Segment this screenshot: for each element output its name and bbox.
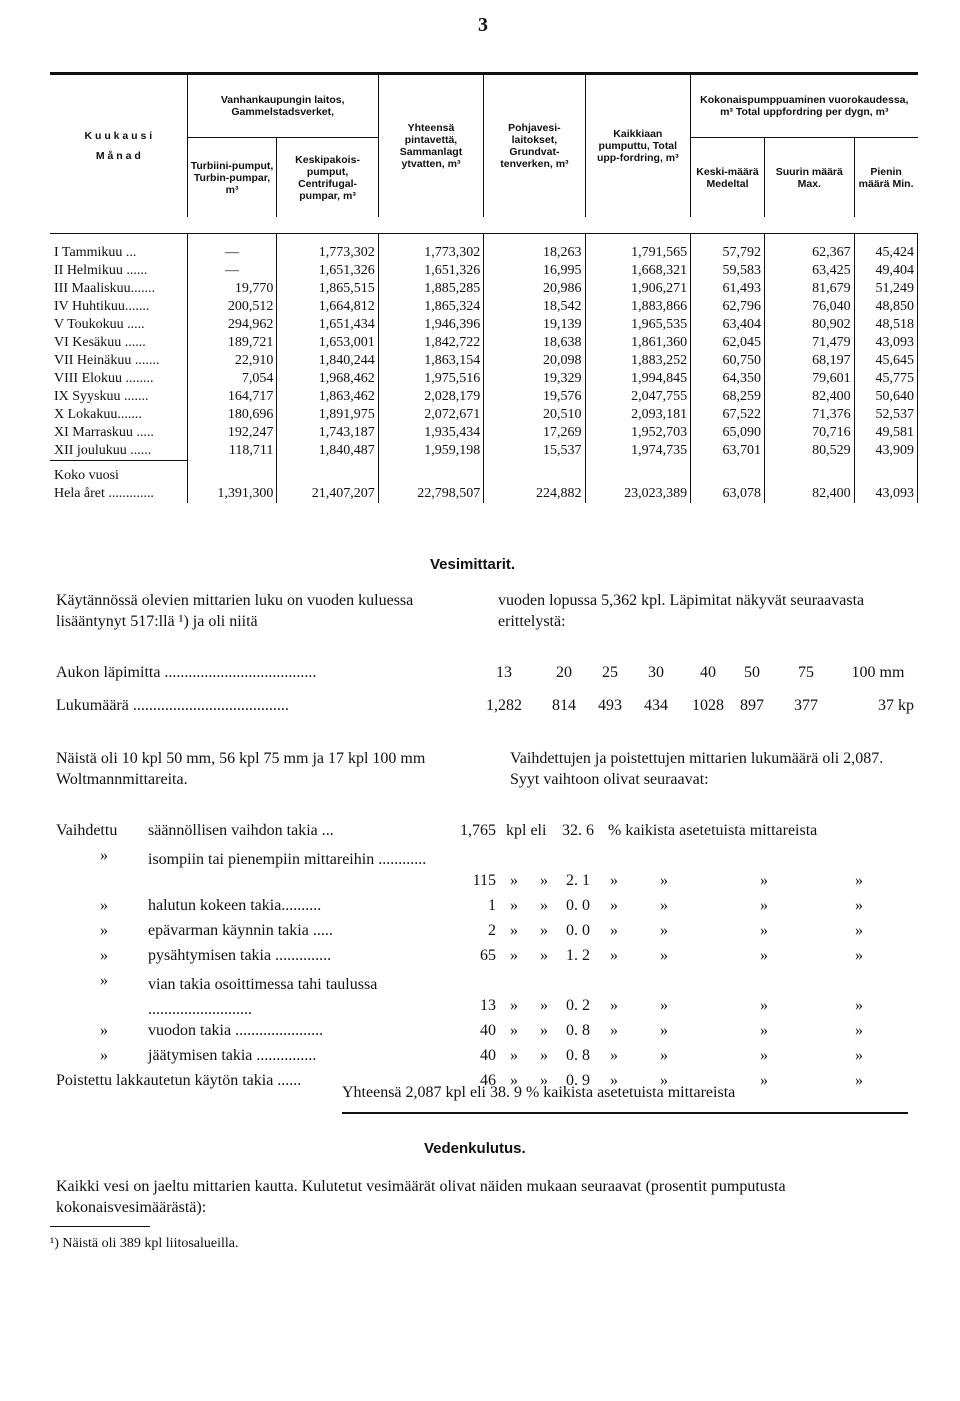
table-row xyxy=(50,352,918,370)
ditto-mark: » xyxy=(610,1022,618,1039)
max-cell: 80,529 xyxy=(764,442,854,461)
max-cell: 68,197 xyxy=(764,352,854,370)
groundwater-cell: 18,542 xyxy=(484,298,585,316)
ditto-mark: » xyxy=(100,1022,108,1039)
ditto-mark: » xyxy=(100,1047,108,1064)
ditto-mark: » xyxy=(510,947,518,964)
ditto-mark: » xyxy=(610,1047,618,1064)
table-row xyxy=(50,388,918,406)
month-cell: XII joulukuu ...... xyxy=(50,442,187,461)
meters-para-right: vuoden lopussa 5,362 kpl. Läpimitat näkyvät seuraavasta erittelystä: xyxy=(498,592,865,630)
diameter-row xyxy=(56,664,916,684)
total-cell: 2,047,755 xyxy=(585,388,691,406)
count-value: 1,282 xyxy=(486,697,522,714)
month-cell: IX Syyskuu ....... xyxy=(50,388,187,406)
mean-cell: 64,350 xyxy=(691,370,765,388)
count-value: 897 xyxy=(740,697,764,714)
max-cell: 79,601 xyxy=(764,370,854,388)
mean-header: Keski-määrä Medeltal xyxy=(691,138,765,218)
centrifugal-cell: 1,743,187 xyxy=(277,424,378,442)
footnote: ¹) Näistä oli 389 kpl liitosalueilla. xyxy=(50,1236,239,1251)
change-count: 1,765 xyxy=(460,822,496,839)
count-value: 493 xyxy=(598,697,622,714)
max-cell: 71,376 xyxy=(764,406,854,424)
change-lead: Vaihdettu xyxy=(56,822,118,839)
change-text: Poistettu lakkautetun käytön takia ...... xyxy=(56,1072,302,1089)
month-header: K u u k a u s i M å n a d xyxy=(50,74,187,218)
max-cell: 81,679 xyxy=(764,280,854,298)
max-header: Suurin määrä Max. xyxy=(764,138,854,218)
mean-cell: 60,750 xyxy=(691,352,765,370)
table-row xyxy=(50,262,918,280)
ditto-mark: » xyxy=(760,897,768,914)
ditto-mark: » xyxy=(855,947,863,964)
count-value: 37 kp xyxy=(878,697,914,714)
centrifugal-cell: 1,968,462 xyxy=(277,370,378,388)
total-total-surface-cell: 22,798,507 xyxy=(378,485,484,503)
change-row xyxy=(56,897,916,922)
centrifugal-header: Keskipakois-pumput, Centrifugal-pumpar, m³ xyxy=(277,138,378,218)
total-row-label xyxy=(50,461,918,486)
footnote-rule xyxy=(50,1226,150,1227)
max-cell: 70,716 xyxy=(764,424,854,442)
ditto-mark: » xyxy=(510,1047,518,1064)
ditto-mark: » xyxy=(610,997,618,1014)
ditto-mark: » xyxy=(760,1047,768,1064)
meters-heading: Vesimittarit. xyxy=(430,556,516,573)
min-cell: 45,775 xyxy=(854,370,917,388)
ditto-mark: » xyxy=(660,1022,668,1039)
total-surface-cell: 1,651,326 xyxy=(378,262,484,280)
count-value: 814 xyxy=(552,697,576,714)
change-text: epävarman käynnin takia ..... xyxy=(148,922,333,939)
groundwater-cell: 20,098 xyxy=(484,352,585,370)
change-row xyxy=(56,1047,916,1072)
centrifugal-cell: 1,773,302 xyxy=(277,234,378,263)
min-cell: 51,249 xyxy=(854,280,917,298)
change-text: säännöllisen vaihdon takia ... xyxy=(148,822,334,839)
month-cell: VII Heinäkuu ....... xyxy=(50,352,187,370)
groundwater-cell: 15,537 xyxy=(484,442,585,461)
ditto-mark: » xyxy=(855,1072,863,1089)
consumption-para: Kaikki vesi on jaeltu mittarien kautta. Kulutetut vesimäärät olivat näiden mukaan seuraavat (prosentit pumputusta kokonaisvesimäärästä): xyxy=(56,1178,786,1216)
ditto-mark: » xyxy=(760,1022,768,1039)
total-surface-cell: 1,946,396 xyxy=(378,316,484,334)
groundwater-header: Pohjavesi-laitokset, Grundvat-tenverken, m³ xyxy=(484,74,585,218)
meters-para2-right: Vaihdettujen ja poistettujen mittarien lukumäärä oli 2,087. Syyt vaihtoon olivat seuraavat: xyxy=(510,750,884,788)
month-cell: IV Huhtikuu....... xyxy=(50,298,187,316)
groundwater-cell: 17,269 xyxy=(484,424,585,442)
ditto-mark: » xyxy=(540,922,548,939)
ditto-mark: » xyxy=(540,872,548,889)
min-cell: 48,518 xyxy=(854,316,917,334)
change-pct: 0. 0 xyxy=(566,922,590,939)
total-cell: 2,093,181 xyxy=(585,406,691,424)
total-label-sv: Hela året ............. xyxy=(50,485,187,503)
groundwater-cell: 18,263 xyxy=(484,234,585,263)
ditto-mark: » xyxy=(660,947,668,964)
ditto-mark: » xyxy=(855,897,863,914)
groundwater-cell: 18,638 xyxy=(484,334,585,352)
change-text: halutun kokeen takia.......... xyxy=(148,897,322,914)
table-row xyxy=(50,298,918,316)
total-surface-cell: 1,863,154 xyxy=(378,352,484,370)
turbine-cell: 294,962 xyxy=(187,316,277,334)
ditto-mark: » xyxy=(510,997,518,1014)
total-row xyxy=(50,485,918,503)
month-cell: V Toukokuu ..... xyxy=(50,316,187,334)
centrifugal-cell: 1,863,462 xyxy=(277,388,378,406)
centrifugal-cell: 1,651,326 xyxy=(277,262,378,280)
change-kpl: kpl eli xyxy=(506,822,547,839)
centrifugal-cell: 1,840,487 xyxy=(277,442,378,461)
diameter-value: 20 xyxy=(556,664,572,681)
diameter-label: Aukon läpimitta ...................................... xyxy=(56,664,317,681)
change-row xyxy=(56,947,916,972)
change-pct: 2. 1 xyxy=(566,872,590,889)
change-text: vuodon takia ...................... xyxy=(148,1022,324,1039)
page-number: 3 xyxy=(478,14,488,36)
ditto-mark: » xyxy=(540,897,548,914)
change-text: isompiin tai pienempiin mittareihin ............ xyxy=(148,851,427,868)
total-surface-cell: 1,975,516 xyxy=(378,370,484,388)
min-cell: 48,850 xyxy=(854,298,917,316)
total-cell: 1,965,535 xyxy=(585,316,691,334)
total-cell: 1,861,360 xyxy=(585,334,691,352)
total-surface-cell: 2,028,179 xyxy=(378,388,484,406)
centrifugal-cell: 1,840,244 xyxy=(277,352,378,370)
total-label-fi: Koko vuosi xyxy=(50,461,187,486)
month-cell: VIII Elokuu ........ xyxy=(50,370,187,388)
change-text: vian takia osoittimessa tahi taulussa .......................... xyxy=(148,976,378,1018)
count-value: 1028 xyxy=(692,697,724,714)
change-count: 46 xyxy=(480,1072,496,1089)
ditto-mark: » xyxy=(540,1047,548,1064)
change-pct: 0. 8 xyxy=(566,1047,590,1064)
ditto-mark: » xyxy=(100,922,108,939)
total-turbine-cell: 1,391,300 xyxy=(187,485,277,503)
groundwater-cell: 19,139 xyxy=(484,316,585,334)
change-row xyxy=(56,872,916,897)
ditto-mark: » xyxy=(540,1022,548,1039)
diameter-value: 40 xyxy=(700,664,716,681)
groundwater-cell: 16,995 xyxy=(484,262,585,280)
meters-para2-left: Näistä oli 10 kpl 50 mm, 56 kpl 75 mm ja 17 kpl 100 mm Woltmannmittareita. xyxy=(56,750,426,788)
turbine-cell: 22,910 xyxy=(187,352,277,370)
centrifugal-cell: 1,664,812 xyxy=(277,298,378,316)
ditto-mark: » xyxy=(100,972,108,989)
min-cell: 50,640 xyxy=(854,388,917,406)
centrifugal-cell: 1,865,515 xyxy=(277,280,378,298)
mean-cell: 65,090 xyxy=(691,424,765,442)
count-row xyxy=(56,697,916,717)
table-row xyxy=(50,234,918,263)
table-row xyxy=(50,316,918,334)
table-row xyxy=(50,406,918,424)
change-text: pysähtymisen takia .............. xyxy=(148,947,332,964)
change-count: 13 xyxy=(480,997,496,1014)
ditto-mark: » xyxy=(510,897,518,914)
ditto-mark: » xyxy=(510,1022,518,1039)
groundwater-cell: 19,576 xyxy=(484,388,585,406)
change-pct: 0. 8 xyxy=(566,1022,590,1039)
month-cell: II Helmikuu ...... xyxy=(50,262,187,280)
month-cell: X Lokakuu....... xyxy=(50,406,187,424)
ditto-mark: » xyxy=(855,1047,863,1064)
total-surface-cell: 1,865,324 xyxy=(378,298,484,316)
diameter-value: 30 xyxy=(648,664,664,681)
change-count: 40 xyxy=(480,1022,496,1039)
turbine-cell: 192,247 xyxy=(187,424,277,442)
meters-para-left: Käytännössä olevien mittarien luku on vuoden kuluessa lisääntynyt 517:llä ¹) ja oli niitä xyxy=(56,592,414,630)
max-cell: 82,400 xyxy=(764,388,854,406)
daily-header: Kokonaispumppuaminen vuorokaudessa, m³ Total uppfordring per dygn, m³ xyxy=(691,74,918,138)
mean-cell: 63,404 xyxy=(691,316,765,334)
count-label: Lukumäärä ....................................... xyxy=(56,697,289,714)
total-cell: 1,668,321 xyxy=(585,262,691,280)
ditto-mark: » xyxy=(660,1047,668,1064)
ditto-mark: » xyxy=(660,997,668,1014)
diameter-value: 75 xyxy=(798,664,814,681)
table-row xyxy=(50,280,918,298)
diameter-value: 13 xyxy=(496,664,512,681)
change-row xyxy=(56,822,916,847)
total-cell: 1,906,271 xyxy=(585,280,691,298)
total-surface-cell: 1,885,285 xyxy=(378,280,484,298)
ditto-mark: » xyxy=(760,947,768,964)
max-cell: 80,902 xyxy=(764,316,854,334)
total-cell: 1,883,866 xyxy=(585,298,691,316)
ditto-mark: » xyxy=(760,1072,768,1089)
total-max-cell: 82,400 xyxy=(764,485,854,503)
max-cell: 71,479 xyxy=(764,334,854,352)
total-surface-cell: 1,935,434 xyxy=(378,424,484,442)
mean-cell: 57,792 xyxy=(691,234,765,263)
ditto-mark: » xyxy=(760,997,768,1014)
max-cell: 76,040 xyxy=(764,298,854,316)
ditto-mark: » xyxy=(540,997,548,1014)
ditto-mark: » xyxy=(100,947,108,964)
min-cell: 43,909 xyxy=(854,442,917,461)
ditto-mark: » xyxy=(855,997,863,1014)
groundwater-cell: 20,510 xyxy=(484,406,585,424)
total-surface-header: Yhteensä pintavettä, Sammanlagt ytvatten, m³ xyxy=(378,74,484,218)
centrifugal-cell: 1,891,975 xyxy=(277,406,378,424)
min-cell: 49,404 xyxy=(854,262,917,280)
change-count: 40 xyxy=(480,1047,496,1064)
min-cell: 45,424 xyxy=(854,234,917,263)
change-row xyxy=(56,997,916,1022)
total-min-cell: 43,093 xyxy=(854,485,917,503)
change-pct: 32. 6 xyxy=(562,822,594,839)
turbine-cell: 118,711 xyxy=(187,442,277,461)
mean-cell: 67,522 xyxy=(691,406,765,424)
turbine-header: Turbiini-pumput, Turbin-pumpar, m³ xyxy=(187,138,277,218)
ditto-mark: » xyxy=(855,1022,863,1039)
total-cell: 1,791,565 xyxy=(585,234,691,263)
table-row xyxy=(50,370,918,388)
change-pct: 0. 9 xyxy=(566,1072,590,1089)
ditto-mark: » xyxy=(610,872,618,889)
ditto-mark: » xyxy=(855,922,863,939)
total-total-cell: 23,023,389 xyxy=(585,485,691,503)
turbine-cell: 7,054 xyxy=(187,370,277,388)
turbine-cell: — xyxy=(187,262,277,280)
mean-cell: 62,796 xyxy=(691,298,765,316)
min-cell: 45,645 xyxy=(854,352,917,370)
ditto-mark: » xyxy=(510,1072,518,1089)
ditto-mark: » xyxy=(100,847,108,864)
change-pct: 0. 0 xyxy=(566,897,590,914)
ditto-mark: » xyxy=(510,922,518,939)
ditto-mark: » xyxy=(610,922,618,939)
change-row xyxy=(56,922,916,947)
total-centrifugal-cell: 21,407,207 xyxy=(277,485,378,503)
mean-cell: 68,259 xyxy=(691,388,765,406)
total-surface-cell: 2,072,671 xyxy=(378,406,484,424)
diameter-value: 25 xyxy=(602,664,618,681)
turbine-cell: 189,721 xyxy=(187,334,277,352)
ditto-mark: » xyxy=(760,872,768,889)
centrifugal-cell: 1,651,434 xyxy=(277,316,378,334)
ditto-mark: » xyxy=(660,1072,668,1089)
total-cell: 1,883,252 xyxy=(585,352,691,370)
change-count: 65 xyxy=(480,947,496,964)
total-cell: 1,952,703 xyxy=(585,424,691,442)
ditto-mark: » xyxy=(510,872,518,889)
diameter-value: 100 mm xyxy=(851,664,905,681)
ditto-mark: » xyxy=(100,897,108,914)
month-cell: XI Marraskuu ..... xyxy=(50,424,187,442)
total-cell: 1,974,735 xyxy=(585,442,691,461)
mean-cell: 59,583 xyxy=(691,262,765,280)
total-surface-cell: 1,842,722 xyxy=(378,334,484,352)
total-pumped-header: Kaikkiaan pumputtu, Total upp-fordring, m³ xyxy=(585,74,691,218)
count-value: 377 xyxy=(794,697,818,714)
changes-list xyxy=(56,822,916,1097)
ditto-mark: » xyxy=(610,947,618,964)
table-row xyxy=(50,334,918,352)
total-cell: 1,994,845 xyxy=(585,370,691,388)
ditto-mark: » xyxy=(660,897,668,914)
min-cell: 49,581 xyxy=(854,424,917,442)
centrifugal-cell: 1,653,001 xyxy=(277,334,378,352)
mean-cell: 62,045 xyxy=(691,334,765,352)
turbine-cell: — xyxy=(187,234,277,263)
change-count: 115 xyxy=(472,872,496,889)
summary-rule xyxy=(342,1112,908,1114)
month-cell: VI Kesäkuu ...... xyxy=(50,334,187,352)
change-pct: 0. 2 xyxy=(566,997,590,1014)
month-cell: I Tammikuu ... xyxy=(50,234,187,263)
turbine-cell: 164,717 xyxy=(187,388,277,406)
table-row xyxy=(50,442,918,461)
month-cell: III Maaliskuu....... xyxy=(50,280,187,298)
mean-cell: 61,493 xyxy=(691,280,765,298)
ditto-mark: » xyxy=(855,872,863,889)
change-suffix: % kaikista asetetuista mittareista xyxy=(608,822,818,839)
total-surface-cell: 1,773,302 xyxy=(378,234,484,263)
change-pct: 1. 2 xyxy=(566,947,590,964)
ditto-mark: » xyxy=(660,872,668,889)
ditto-mark: » xyxy=(610,1072,618,1089)
max-cell: 62,367 xyxy=(764,234,854,263)
turbine-cell: 200,512 xyxy=(187,298,277,316)
count-value: 434 xyxy=(644,697,668,714)
min-header: Pienin määrä Min. xyxy=(854,138,917,218)
consumption-heading: Vedenkulutus. xyxy=(424,1140,526,1157)
pumping-table xyxy=(50,72,918,503)
turbine-cell: 180,696 xyxy=(187,406,277,424)
changes-summary: Yhteensä 2,087 kpl eli 38. 9 % kaikista asetetuista mittareista xyxy=(342,1084,736,1101)
total-surface-cell: 1,959,198 xyxy=(378,442,484,461)
table-row xyxy=(50,424,918,442)
turbine-cell: 19,770 xyxy=(187,280,277,298)
min-cell: 52,537 xyxy=(854,406,917,424)
change-row xyxy=(56,1022,916,1047)
diameter-value: 50 xyxy=(744,664,760,681)
change-count: 2 xyxy=(488,922,496,939)
change-row xyxy=(56,847,916,872)
total-groundwater-cell: 224,882 xyxy=(484,485,585,503)
groundwater-cell: 19,329 xyxy=(484,370,585,388)
ditto-mark: » xyxy=(660,922,668,939)
change-text: jäätymisen takia ............... xyxy=(148,1047,317,1064)
max-cell: 63,425 xyxy=(764,262,854,280)
vanhankaupunki-header: Vanhankaupungin laitos, Gammelstadsverket, xyxy=(187,74,378,138)
groundwater-cell: 20,986 xyxy=(484,280,585,298)
ditto-mark: » xyxy=(610,897,618,914)
ditto-mark: » xyxy=(760,922,768,939)
mean-cell: 63,701 xyxy=(691,442,765,461)
ditto-mark: » xyxy=(540,947,548,964)
change-count: 1 xyxy=(488,897,496,914)
total-mean-cell: 63,078 xyxy=(691,485,765,503)
min-cell: 43,093 xyxy=(854,334,917,352)
ditto-mark: » xyxy=(540,1072,548,1089)
